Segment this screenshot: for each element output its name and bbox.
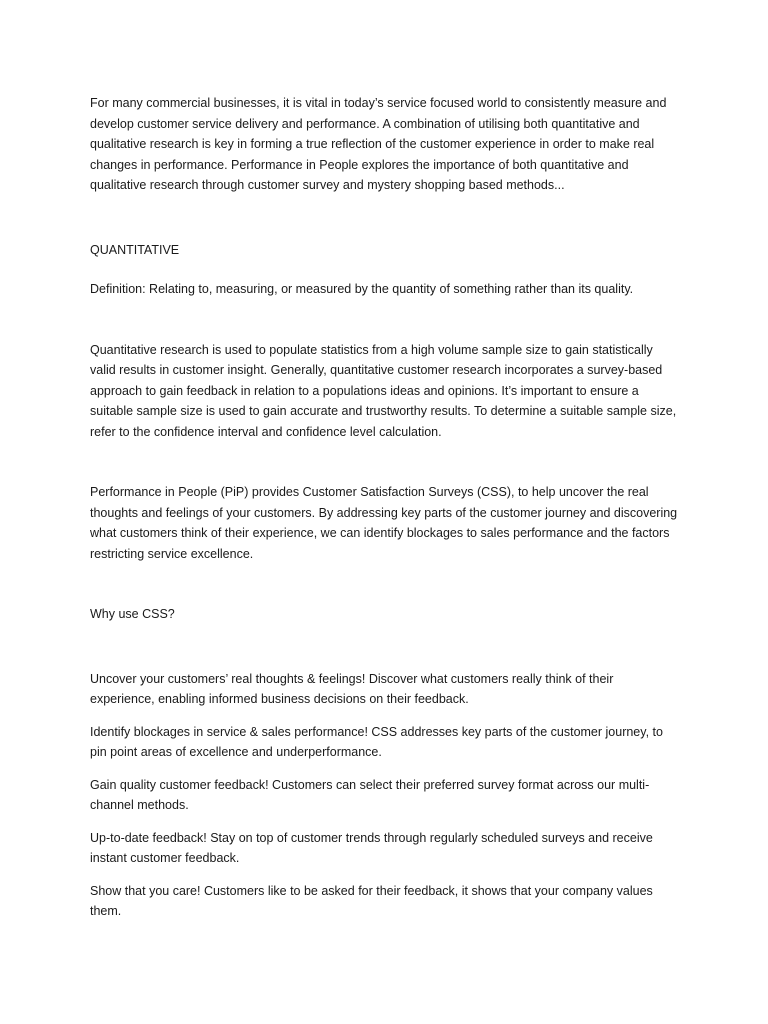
why-use-css-heading: Why use CSS? (90, 607, 175, 621)
pip-css-paragraph: Performance in People (PiP) provides Customer Satisfaction Surveys (CSS), to help uncover the real thoughts and feelings of your customers. By addressing key parts of the customer journey and discovering what customers think of their experience, we can identify blockages to sales performance and the factors restricting service excellence. (90, 485, 678, 561)
benefit-paragraph: Uncover your customers’ real thoughts & feelings! Discover what customers really think of their experience, enabling informed business decisions on their feedback. (90, 671, 614, 706)
section-heading-quantitative: QUANTITATIVE (90, 242, 180, 257)
document-body (90, 93, 680, 922)
intro-paragraph: For many commercial businesses, it is vital in today’s service focused world to consistently measure and develop customer service delivery and performance. A combination of utilising both quantitative and qualitative research is key in forming a true reflection of the customer experience in order to make real changes in performance. Performance in People explores the importance of both quantitative and qualitative research through customer survey and mystery shopping based methods... (90, 96, 667, 192)
benefit-paragraph: Up-to-date feedback! Stay on top of customer trends through regularly scheduled surveys and receive instant customer feedback. (90, 830, 653, 865)
benefit-paragraph: Identify blockages in service & sales performance! CSS addresses key parts of the customer journey, to pin point areas of excellence and underperformance. (90, 724, 663, 759)
quantitative-research-paragraph: Quantitative research is used to populate statistics from a high volume sample size to gain statistically valid results in customer insight. Generally, quantitative customer research incorporates a survey-based approach to gain feedback in relation to a populations ideas and opinions. It’s important to ensure a suitable sample size is used to gain accurate and trustworthy results. To determine a suitable sample size, refer to the confidence interval and confidence level calculation. (90, 342, 677, 439)
definition-paragraph: Definition: Relating to, measuring, or measured by the quantity of something rather than its quality. (90, 282, 634, 296)
benefit-paragraph: Gain quality customer feedback! Customers can select their preferred survey format across our multi-channel methods. (90, 777, 650, 812)
benefit-paragraph: Show that you care! Customers like to be asked for their feedback, it shows that your company values them. (90, 883, 653, 918)
